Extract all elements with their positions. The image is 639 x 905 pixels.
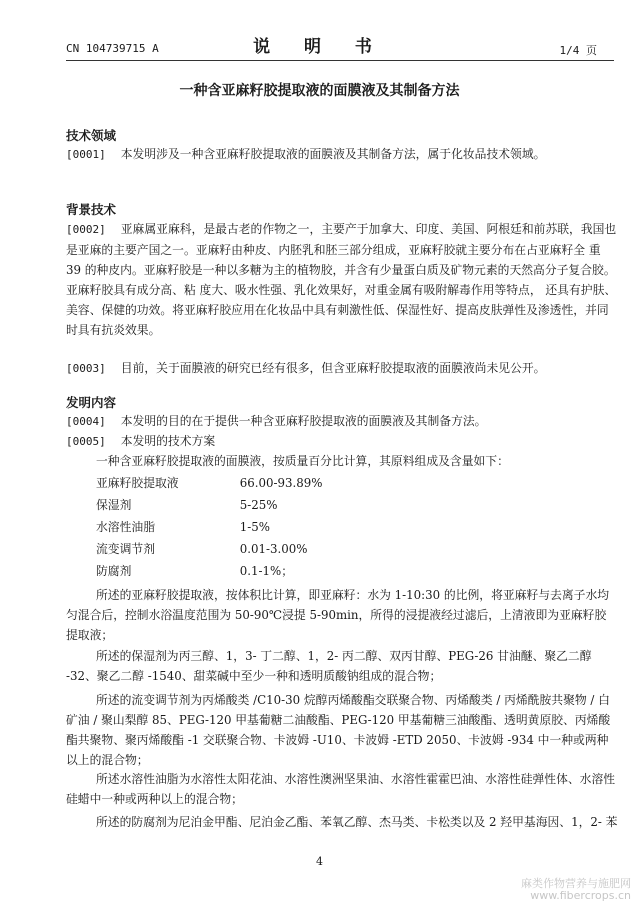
paragraph-number: [0001] bbox=[66, 148, 106, 161]
ingredient-row bbox=[96, 474, 323, 494]
section-label: 说 明 书 bbox=[253, 37, 386, 57]
paragraph-number: [0004] bbox=[66, 415, 106, 428]
paragraph-text: 目前，关于面膜液的研究已经有很多，但含亚麻籽胶提取液的面膜液尚未见公开。 bbox=[120, 361, 546, 375]
header-divider bbox=[66, 60, 614, 61]
paragraph-preservative: 所述的防腐剂为尼泊金甲酯、尼泊金乙酯、苯氧乙醇、杰马类、卡松类以及 2 羟甲基海因、1，2- 苯 bbox=[96, 815, 618, 829]
ingredient-amount: 5-25% bbox=[239, 498, 278, 512]
paragraph-humectant: 所述的保湿剂为丙三醇、1，3- 丁二醇、1，2- 丙二醇、双丙甘醇、PEG-26 甘油醚、聚乙二醇 -32、聚乙二醇 -1540、甜菜碱中至少一种和透明质酸钠组成的混合物； bbox=[66, 649, 592, 683]
paragraph-number: [0005] bbox=[66, 435, 106, 448]
ingredient-row bbox=[96, 518, 270, 538]
ingredient-name: 防腐剂 bbox=[96, 564, 132, 578]
heading-content: 发明内容 bbox=[66, 395, 117, 410]
heading-background: 背景技术 bbox=[66, 202, 117, 217]
paragraph-text: 本发明的目的在于提供一种含亚麻籽胶提取液的面膜液及其制备方法。 bbox=[120, 414, 487, 428]
paragraph-0003 bbox=[66, 358, 618, 379]
heading-tech-field: 技术领域 bbox=[66, 128, 117, 143]
page-header bbox=[0, 0, 639, 60]
ingredient-name: 流变调节剂 bbox=[96, 542, 155, 556]
watermark-line: 麻类作物营养与施肥网 bbox=[521, 877, 631, 890]
paragraph-0005 bbox=[66, 431, 618, 452]
ingredient-amount: 0.01-3.00% bbox=[239, 542, 308, 556]
paragraph-0004 bbox=[66, 411, 618, 432]
paragraph-text: 亚麻属亚麻科，是最古老的作物之一，主要产于加拿大、印度、美国、阿根廷和前苏联，我国也是亚麻的主要产国之一。亚麻籽由种皮、内胚乳和胚三部分组成，亚麻籽胶就主要分布在占亚麻籽全 重 39 的种皮内。亚麻籽胶是一种以多糖为主的植物胶，并含有少量蛋白质及矿物元素的天然高分子复合胶。亚麻籽胶具有成分高、粘 度大、吸水性强、乳化效果好，对重金属有吸附解毒作用等特点， 还具有护肤、美容、保健的功效。将亚麻籽胶应用在化妆品中具有刺激性低、保湿性好、提高皮肤弹性及渗透性，并同时具有抗炎效果。 bbox=[66, 222, 617, 337]
paragraph-number: [0003] bbox=[66, 362, 106, 375]
paragraph-rheology-modifier: 所述的流变调节剂为丙烯酸类 /C10-30 烷醇丙烯酸酯交联聚合物、丙烯酸类 / 丙烯酰胺共聚物 / 白矿油 / 聚山梨醇 85、PEG-120 甲基葡糖二油酸酯、PEG-120 甲基葡糖三油酸酯、透明黄原胶、丙烯酸酯共聚物、聚丙烯酸酯 -1 交联聚合物、卡波姆 -U10、卡波姆 -ETD 2050、卡波姆 -934 中一种或两种以上的混合物； bbox=[66, 693, 611, 767]
ingredient-row bbox=[96, 496, 277, 516]
ingredient-row bbox=[96, 540, 307, 560]
page-number: 4 bbox=[316, 855, 323, 868]
formula-intro: 一种含亚麻籽胶提取液的面膜液，按质量百分比计算，其原料组成及含量如下： bbox=[96, 454, 509, 468]
paragraph-number: [0002] bbox=[66, 223, 106, 236]
paragraph-0001 bbox=[66, 144, 618, 165]
ingredient-amount: 1-5% bbox=[239, 520, 270, 534]
paragraph-extract-prep: 所述的亚麻籽胶提取液，按体积比计算，即亚麻籽：水为 1-10:30 的比例，将亚麻籽与去离子水均匀混合后，控制水浴温度范围为 50-90℃浸提 5-90min，所得的浸提液经过滤后，上清液即为亚麻籽胶提取液； bbox=[66, 588, 610, 642]
doc-number: CN 104739715 A bbox=[66, 42, 159, 55]
page-indicator: 1/4 页 bbox=[559, 44, 597, 57]
watermark-url: www.fibercrops.cn bbox=[530, 889, 631, 902]
ingredient-row bbox=[96, 562, 293, 582]
ingredient-name: 亚麻籽胶提取液 bbox=[96, 476, 179, 490]
watermark bbox=[521, 878, 631, 902]
paragraph-0002 bbox=[66, 219, 618, 340]
ingredient-name: 保湿剂 bbox=[96, 498, 132, 512]
paragraph-text: 本发明涉及一种含亚麻籽胶提取液的面膜液及其制备方法，属于化妆品技术领域。 bbox=[120, 147, 546, 161]
paragraph-water-soluble-oil: 所述水溶性油脂为水溶性太阳花油、水溶性澳洲坚果油、水溶性霍霍巴油、水溶性硅弹性体、水溶性硅蜡中一种或两种以上的混合物； bbox=[66, 772, 616, 806]
document-title: 一种含亚麻籽胶提取液的面膜液及其制备方法 bbox=[179, 83, 460, 99]
ingredient-amount: 66.00-93.89% bbox=[239, 476, 323, 490]
ingredient-name: 水溶性油脂 bbox=[96, 520, 155, 534]
paragraph-text: 本发明的技术方案 bbox=[120, 434, 216, 448]
ingredient-amount: 0.1-1%； bbox=[239, 564, 294, 578]
